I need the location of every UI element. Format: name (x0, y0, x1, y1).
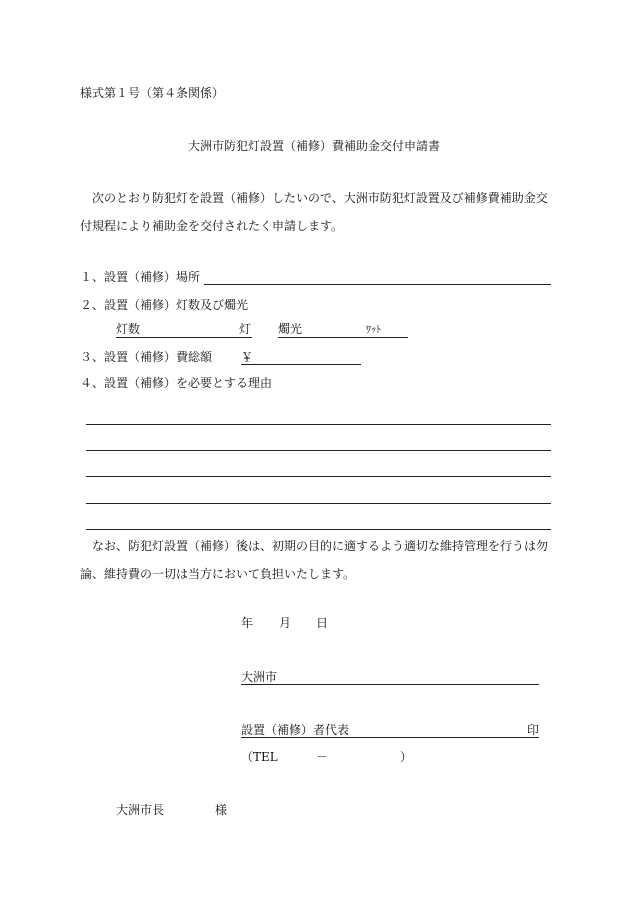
seal-mark: 印 (527, 723, 540, 737)
lamp-count-label: 灯数 (116, 322, 141, 336)
item-total-cost-label: ３、設置（補修）費総額 (80, 350, 213, 364)
candle-field[interactable] (278, 337, 408, 338)
item-reason-label: ４、設置（補修）を必要とする理由 (80, 376, 273, 390)
honorific: 様 (215, 803, 228, 817)
date-day: 日 (316, 616, 329, 630)
candle-label: 燭光 (278, 322, 303, 336)
addressee: 大洲市長 (116, 803, 165, 817)
intro-paragraph: 次のとおり防犯灯を設置（補修）したいので、大洲市防犯灯設置及び補修費補助金交付規程により補助金を交付されたく申請します。 (80, 191, 548, 233)
reason-line-4[interactable] (86, 503, 551, 504)
reason-line-5[interactable] (86, 529, 551, 530)
lamp-count-field[interactable] (116, 337, 252, 338)
date-month: 月 (279, 616, 292, 630)
reason-line-3[interactable] (86, 476, 551, 477)
tel-label: （TEL (241, 750, 278, 764)
location-field-line[interactable] (204, 284, 551, 285)
form-number: 様式第１号（第４条関係） (80, 86, 225, 100)
tel-dash: － (316, 750, 329, 764)
address-field-line[interactable] (241, 684, 539, 685)
reason-line-1[interactable] (86, 424, 551, 425)
representative-label: 設置（補修）者代表 (241, 723, 350, 737)
yen-sign: ￥ (241, 350, 254, 364)
closing-paragraph: なお、防犯灯設置（補修）後は、初期の目的に適するよう適切な維持管理を行うは勿論、維持費の一切は当方において負担いたします。 (80, 539, 549, 581)
date-year: 年 (241, 616, 254, 630)
item-lamp-label: ２、設置（補修）灯数及び燭光 (80, 298, 249, 312)
tel-close: ） (400, 750, 413, 764)
representative-field-line[interactable] (241, 737, 539, 738)
document-title: 大洲市防犯灯設置（補修）費補助金交付申請書 (188, 139, 441, 153)
city-prefix: 大洲市 (241, 670, 278, 684)
reason-line-2[interactable] (86, 450, 551, 451)
lamp-unit: 灯 (239, 322, 252, 336)
total-cost-field-line[interactable] (241, 364, 361, 365)
item-location-label: １、設置（補修）場所 (80, 270, 201, 284)
watt-unit: ﾜｯﾄ (366, 325, 381, 336)
